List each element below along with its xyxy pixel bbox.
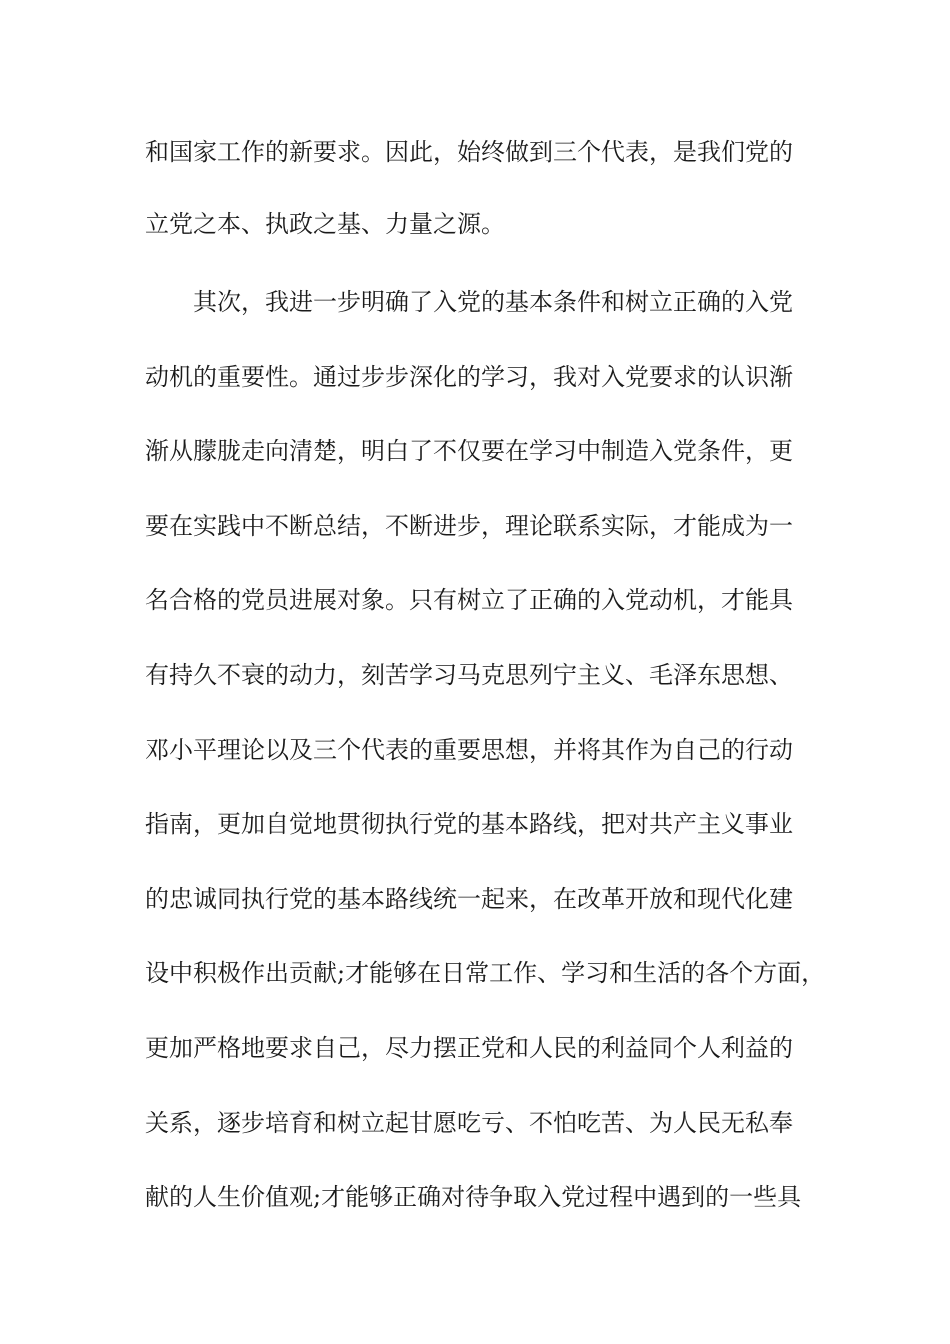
- text-line: 和国家工作的新要求。因此，始终做到三个代表，是我们党的: [145, 138, 793, 166]
- text-line: 关系，逐步培育和树立起甘愿吃亏、不怕吃苦、为人民无私奉: [145, 1109, 793, 1137]
- text-line: 献的人生价值观;才能够正确对待争取入党过程中遇到的一些具: [145, 1183, 802, 1211]
- text-line: 邓小平理论以及三个代表的重要思想，并将其作为自己的行动: [145, 736, 793, 764]
- text-line: 更加严格地要求自己，尽力摆正党和人民的利益同个人利益的: [145, 1034, 793, 1062]
- text-line: 指南，更加自觉地贯彻执行党的基本路线，把对共产主义事业: [145, 810, 793, 838]
- text-line: 要在实践中不断总结，不断进步，理论联系实际，才能成为一: [145, 512, 793, 540]
- text-line: 渐从朦胧走向清楚，明白了不仅要在学习中制造入党条件，更: [145, 437, 793, 465]
- text-line: 有持久不衰的动力，刻苦学习马克思列宁主义、毛泽东思想、: [145, 661, 793, 689]
- text-line: 设中积极作出贡献;才能够在日常工作、学习和生活的各个方面，: [145, 959, 826, 987]
- paragraph-start-line: 其次，我进一步明确了入党的基本条件和树立正确的入党: [193, 288, 793, 316]
- text-line: 动机的重要性。通过步步深化的学习，我对入党要求的认识渐: [145, 363, 793, 391]
- text-line: 立党之本、执政之基、力量之源。: [145, 210, 505, 238]
- text-line: 的忠诚同执行党的基本路线统一起来，在改革开放和现代化建: [145, 885, 793, 913]
- text-line: 名合格的党员进展对象。只有树立了正确的入党动机，才能具: [145, 586, 793, 614]
